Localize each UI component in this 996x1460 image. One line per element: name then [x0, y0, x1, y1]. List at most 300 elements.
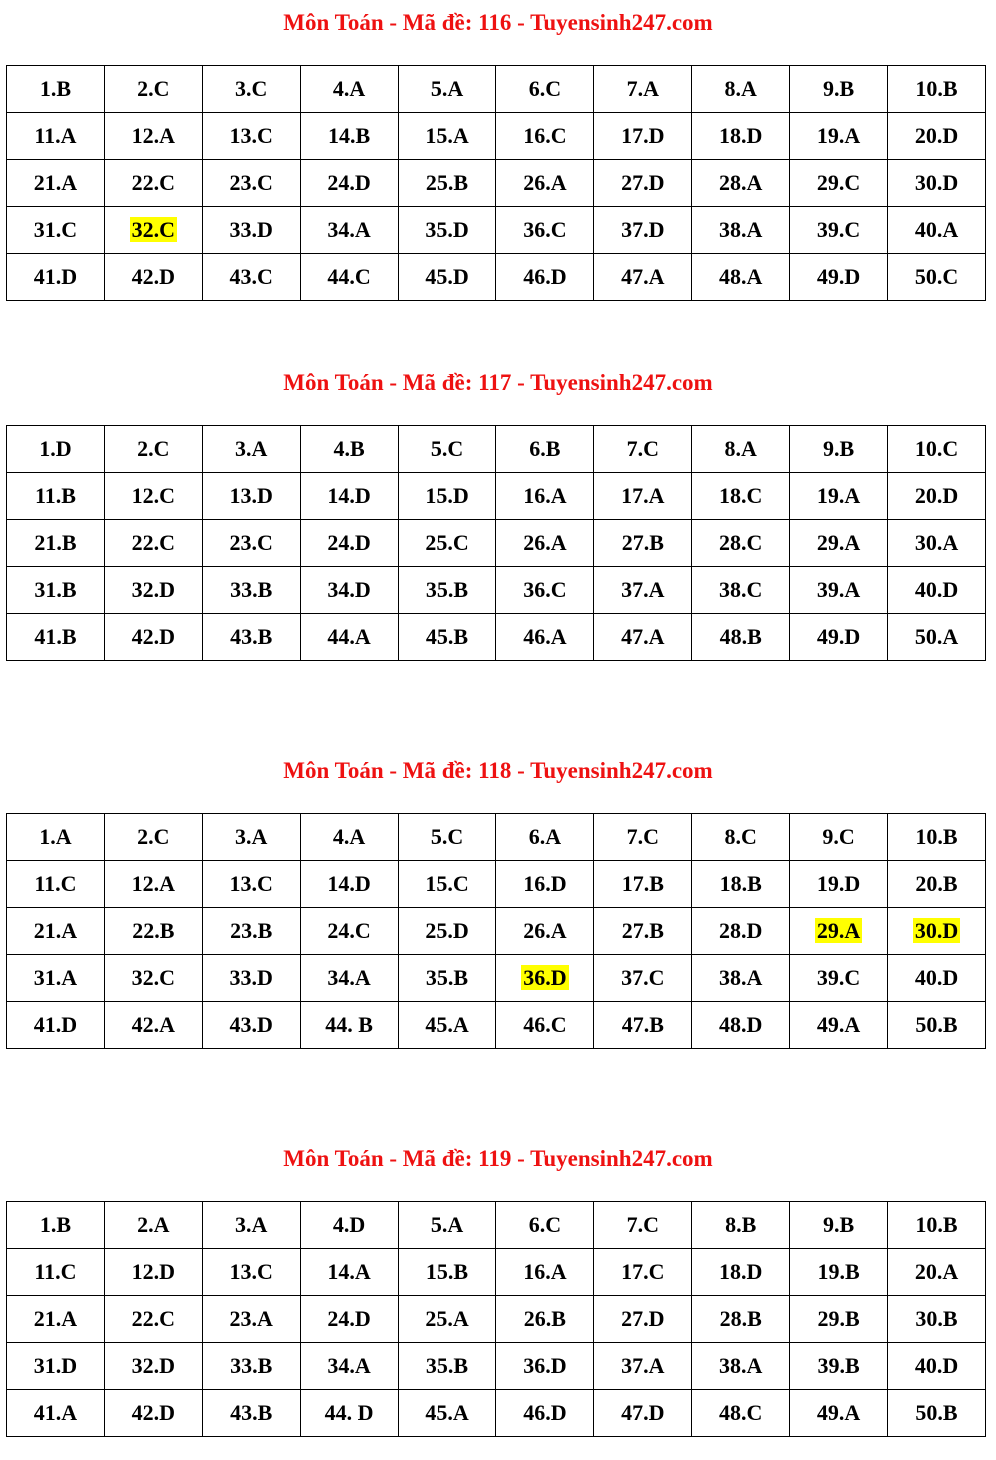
answer-cell [300, 113, 398, 160]
answer-label: 8.C [724, 824, 757, 849]
answer-label: 25.B [425, 170, 469, 195]
answer-cell [594, 1390, 692, 1437]
answer-label: 47.A [621, 264, 665, 289]
answer-cell [692, 955, 790, 1002]
answer-label: 7.A [626, 76, 659, 101]
answer-cell [888, 614, 986, 661]
answer-cell [496, 1002, 594, 1049]
answer-cell [202, 1390, 300, 1437]
answer-label: 31.D [33, 1353, 78, 1378]
answer-label: 43.D [229, 1012, 273, 1037]
answer-cell [300, 614, 398, 661]
answer-cell [7, 814, 105, 861]
answer-label: 28.A [718, 170, 763, 195]
answer-label: 9.B [822, 76, 855, 101]
answer-label: 27.B [621, 530, 664, 555]
answer-label: 5.A [430, 76, 464, 101]
answer-cell [594, 254, 692, 301]
answer-label: 44. D [324, 1400, 374, 1425]
answer-label: 37.A [621, 577, 665, 602]
answer-cell [104, 1249, 202, 1296]
answer-label: 14.D [327, 483, 371, 508]
answer-label: 50.A [914, 624, 959, 649]
answer-label: 39.C [816, 217, 861, 242]
answer-cell [7, 1249, 105, 1296]
answer-cell [692, 113, 790, 160]
answer-label: 13.D [229, 483, 273, 508]
answer-label: 36.C [523, 217, 567, 242]
answer-label: 38.A [718, 965, 763, 990]
answer-cell [692, 1202, 790, 1249]
answer-label: 35.D [425, 217, 469, 242]
answer-cell [398, 1249, 496, 1296]
answer-cell [7, 1296, 105, 1343]
answer-cell [790, 814, 888, 861]
answer-label: 14.B [328, 123, 371, 148]
answer-label: 21.A [33, 1306, 78, 1331]
answer-cell [7, 861, 105, 908]
answer-cell [300, 1296, 398, 1343]
answer-cell [692, 908, 790, 955]
answer-label: 6.B [529, 436, 561, 461]
answer-cell [104, 473, 202, 520]
answer-label: 38.C [718, 577, 763, 602]
answer-cell [104, 1296, 202, 1343]
answer-cell [104, 160, 202, 207]
answer-label: 16.A [523, 483, 567, 508]
answer-cell [496, 1249, 594, 1296]
answer-cell [104, 861, 202, 908]
answer-cell [202, 955, 300, 1002]
answer-label: 1.B [39, 76, 72, 101]
answer-label: 28.C [718, 530, 763, 555]
answer-label: 15.B [425, 1259, 469, 1284]
answer-cell [496, 254, 594, 301]
answer-label: 10.C [914, 436, 959, 461]
answer-label: 24.D [327, 530, 371, 555]
answer-cell [398, 473, 496, 520]
answer-table [6, 425, 986, 661]
answer-cell [300, 1002, 398, 1049]
answer-label: 28.D [718, 918, 763, 943]
answer-cell [202, 908, 300, 955]
answer-label: 46.D [523, 1400, 567, 1425]
answer-label: 43.B [230, 1400, 273, 1425]
answer-cell [790, 1390, 888, 1437]
answer-cell [104, 254, 202, 301]
answer-cell [300, 207, 398, 254]
answer-cell [398, 567, 496, 614]
answer-cell [692, 1390, 790, 1437]
answer-label: 17.A [621, 483, 665, 508]
answer-cell [300, 254, 398, 301]
answer-label: 16.C [523, 123, 567, 148]
answer-label: 26.A [523, 918, 567, 943]
answer-cell [594, 908, 692, 955]
answer-cell [398, 1343, 496, 1390]
answer-label: 45.D [425, 264, 469, 289]
section-title: Môn Toán - Mã đề: 118 - Tuyensinh247.com [283, 758, 713, 783]
answer-label: 48.C [718, 1400, 763, 1425]
answer-cell [7, 160, 105, 207]
answer-label: 13.C [229, 123, 273, 148]
answer-label: 1.A [39, 824, 72, 849]
answer-cell [202, 861, 300, 908]
answer-cell [790, 520, 888, 567]
answer-label: 25.D [425, 918, 469, 943]
answer-cell [7, 207, 105, 254]
answer-label: 33.B [230, 1353, 273, 1378]
answer-label: 39.B [817, 1353, 860, 1378]
answer-cell [888, 1249, 986, 1296]
answer-cell [790, 207, 888, 254]
answer-label: 48.B [719, 624, 762, 649]
answer-cell [888, 207, 986, 254]
answer-cell [496, 567, 594, 614]
answer-label: 17.C [621, 1259, 665, 1284]
answer-label: 39.C [816, 965, 861, 990]
answer-cell [692, 520, 790, 567]
answer-table [6, 65, 986, 301]
section-title: Môn Toán - Mã đề: 119 - Tuyensinh247.com [283, 1146, 713, 1171]
answer-label: 42.A [131, 1012, 176, 1037]
answer-cell [300, 1390, 398, 1437]
answer-label: 20.B [915, 871, 958, 896]
answer-label: 13.C [229, 871, 273, 896]
answer-cell [594, 1002, 692, 1049]
answer-label: 3.A [235, 824, 268, 849]
answer-cell [398, 1202, 496, 1249]
table-row [7, 1343, 986, 1390]
answer-label: 11.C [34, 871, 77, 896]
answer-label: 35.B [425, 1353, 469, 1378]
answer-cell [300, 1249, 398, 1296]
table-row [7, 473, 986, 520]
answer-cell [398, 814, 496, 861]
answer-label: 2.A [137, 1212, 170, 1237]
answer-cell [398, 614, 496, 661]
answer-label: 50.B [915, 1012, 958, 1037]
answer-label: 2.C [137, 824, 170, 849]
answer-cell [790, 473, 888, 520]
answer-label: 15.D [425, 483, 469, 508]
answer-label: 29.A [816, 530, 861, 555]
answer-cell [202, 113, 300, 160]
answer-label: 9.C [822, 824, 855, 849]
table-row [7, 861, 986, 908]
answer-cell [692, 567, 790, 614]
answer-cell [790, 1296, 888, 1343]
answer-label: 23.C [229, 530, 273, 555]
answer-label: 1.D [39, 436, 72, 461]
answer-cell [496, 861, 594, 908]
answer-label: 10.B [915, 824, 958, 849]
answer-cell [888, 66, 986, 113]
answer-label: 26.A [523, 530, 567, 555]
answer-label: 31.C [33, 217, 78, 242]
answer-cell [7, 1202, 105, 1249]
answer-label: 8.B [725, 1212, 757, 1237]
answer-cell [888, 1390, 986, 1437]
answer-label: 27.D [621, 170, 665, 195]
answer-cell [104, 1202, 202, 1249]
answer-label: 36.D [523, 965, 567, 990]
answer-cell [692, 254, 790, 301]
answer-label: 5.A [430, 1212, 464, 1237]
answer-label: 11.A [34, 123, 77, 148]
answer-label: 35.B [425, 577, 469, 602]
answer-cell [888, 814, 986, 861]
answer-label: 23.A [229, 1306, 273, 1331]
answer-label: 30.A [914, 530, 959, 555]
answer-label: 9.B [822, 1212, 855, 1237]
answer-label: 3.A [235, 436, 268, 461]
answer-cell [398, 908, 496, 955]
answer-cell [496, 814, 594, 861]
answer-cell [692, 207, 790, 254]
answer-label: 27.D [621, 1306, 665, 1331]
answer-cell [104, 614, 202, 661]
answer-cell [496, 614, 594, 661]
table-row [7, 1390, 986, 1437]
answer-cell [594, 861, 692, 908]
answer-label: 2.C [137, 76, 170, 101]
answer-label: 22.C [131, 530, 176, 555]
answer-label: 39.A [816, 577, 861, 602]
answer-cell [7, 1390, 105, 1437]
answer-cell [790, 1249, 888, 1296]
answer-label: 37.C [621, 965, 665, 990]
answer-cell [692, 1002, 790, 1049]
answer-label: 14.A [327, 1259, 371, 1284]
table-row [7, 160, 986, 207]
answer-cell [496, 520, 594, 567]
answer-label: 18.D [718, 123, 763, 148]
answer-cell [300, 426, 398, 473]
answer-label: 37.A [621, 1353, 665, 1378]
answer-label: 34.D [327, 577, 371, 602]
answer-label: 44. B [325, 1012, 373, 1037]
answer-label: 12.A [131, 871, 176, 896]
answer-cell [594, 1202, 692, 1249]
answer-cell [104, 207, 202, 254]
answer-cell [104, 66, 202, 113]
answer-cell [202, 426, 300, 473]
answer-label: 1.B [39, 1212, 72, 1237]
answer-cell [888, 473, 986, 520]
answer-label: 32.C [131, 965, 176, 990]
answer-cell [692, 473, 790, 520]
answer-cell [300, 1343, 398, 1390]
answer-label: 34.A [327, 217, 371, 242]
answer-cell [594, 160, 692, 207]
answer-cell [888, 1343, 986, 1390]
answer-cell [104, 955, 202, 1002]
answer-cell [594, 473, 692, 520]
answer-label: 50.B [915, 1400, 958, 1425]
answer-label: 15.C [425, 871, 469, 896]
answer-label: 8.A [724, 76, 757, 101]
answer-label: 44.A [327, 624, 371, 649]
answer-label: 44.C [327, 264, 371, 289]
answer-label: 34.A [327, 1353, 371, 1378]
answer-cell [692, 1249, 790, 1296]
answer-cell [202, 254, 300, 301]
answer-cell [202, 567, 300, 614]
answer-label: 45.A [425, 1400, 469, 1425]
answer-label: 4.B [333, 436, 365, 461]
answer-label: 25.C [425, 530, 469, 555]
answer-cell [398, 955, 496, 1002]
answer-label: 47.D [621, 1400, 665, 1425]
answer-label: 47.A [621, 624, 665, 649]
answer-label: 21.B [34, 530, 77, 555]
answer-label: 33.B [230, 577, 273, 602]
answer-label: 45.A [425, 1012, 469, 1037]
answer-cell [790, 254, 888, 301]
answer-label: 26.A [523, 170, 567, 195]
answer-label: 3.A [235, 1212, 268, 1237]
answer-label: 10.B [915, 1212, 958, 1237]
table-row [7, 66, 986, 113]
answer-cell [7, 113, 105, 160]
answer-label: 15.A [425, 123, 469, 148]
answer-label: 12.D [131, 1259, 176, 1284]
answer-label: 30.D [914, 918, 959, 943]
answer-label: 4.A [332, 76, 366, 101]
answer-label: 3.C [235, 76, 268, 101]
answer-cell [104, 567, 202, 614]
answer-cell [496, 1390, 594, 1437]
answer-label: 40.D [914, 577, 959, 602]
answer-label: 11.B [34, 483, 76, 508]
answer-cell [104, 520, 202, 567]
answer-label: 21.A [33, 918, 78, 943]
answer-label: 48.A [718, 264, 763, 289]
answer-label: 21.A [33, 170, 78, 195]
answer-cell [300, 908, 398, 955]
answer-cell [496, 113, 594, 160]
answer-label: 19.D [816, 871, 861, 896]
answer-cell [300, 66, 398, 113]
answer-label: 41.D [33, 264, 78, 289]
answer-label: 37.D [621, 217, 665, 242]
answer-cell [300, 814, 398, 861]
answer-label: 5.C [430, 824, 464, 849]
answer-cell [496, 207, 594, 254]
answer-cell [790, 861, 888, 908]
answer-cell [496, 1296, 594, 1343]
answer-cell [202, 1002, 300, 1049]
answer-label: 23.B [230, 918, 273, 943]
answer-label: 41.D [33, 1012, 78, 1037]
answer-cell [790, 66, 888, 113]
answer-label: 41.B [34, 624, 77, 649]
answer-cell [7, 66, 105, 113]
answer-cell [7, 1343, 105, 1390]
answer-label: 20.D [914, 123, 959, 148]
answer-label: 29.C [816, 170, 861, 195]
answer-cell [888, 113, 986, 160]
answer-cell [398, 520, 496, 567]
answer-cell [692, 814, 790, 861]
table-row [7, 113, 986, 160]
answer-cell [202, 814, 300, 861]
answer-cell [888, 861, 986, 908]
answer-label: 32.D [131, 1353, 176, 1378]
table-row [7, 614, 986, 661]
answer-cell [496, 426, 594, 473]
answer-cell [300, 520, 398, 567]
answer-cell [496, 66, 594, 113]
answer-label: 34.A [327, 965, 371, 990]
answer-cell [104, 1390, 202, 1437]
answer-cell [594, 955, 692, 1002]
table-row [7, 908, 986, 955]
answer-cell [202, 1296, 300, 1343]
answer-label: 32.C [131, 217, 176, 242]
table-row [7, 254, 986, 301]
answer-label: 42.D [131, 624, 176, 649]
answer-label: 24.D [327, 1306, 371, 1331]
answer-cell [7, 567, 105, 614]
answer-label: 12.C [131, 483, 176, 508]
answer-cell [398, 426, 496, 473]
answer-cell [7, 254, 105, 301]
answer-label: 41.A [33, 1400, 78, 1425]
answer-cell [692, 160, 790, 207]
answer-cell [888, 520, 986, 567]
table-row [7, 1202, 986, 1249]
answer-cell [594, 66, 692, 113]
answer-cell [398, 1296, 496, 1343]
answer-label: 4.D [332, 1212, 366, 1237]
answer-cell [692, 1343, 790, 1390]
table-row [7, 520, 986, 567]
answer-label: 6.C [528, 1212, 562, 1237]
table-row [7, 814, 986, 861]
answer-cell [496, 473, 594, 520]
answer-label: 38.A [718, 1353, 763, 1378]
answer-label: 7.C [626, 824, 659, 849]
answer-cell [594, 1249, 692, 1296]
answer-label: 45.B [425, 624, 469, 649]
answer-cell [594, 1296, 692, 1343]
answer-cell [888, 426, 986, 473]
answer-cell [496, 908, 594, 955]
answer-label: 19.A [816, 483, 861, 508]
answer-label: 46.D [523, 264, 567, 289]
answer-cell [202, 473, 300, 520]
answer-label: 20.D [914, 483, 959, 508]
answer-cell [496, 160, 594, 207]
answer-cell [202, 1343, 300, 1390]
answer-label: 24.C [327, 918, 371, 943]
answer-label: 29.B [817, 1306, 860, 1331]
answer-label: 6.A [528, 824, 562, 849]
answer-label: 22.C [131, 1306, 176, 1331]
answer-cell [202, 160, 300, 207]
answer-cell [202, 520, 300, 567]
answer-label: 43.C [229, 264, 273, 289]
table-row [7, 426, 986, 473]
table-row [7, 207, 986, 254]
answer-label: 50.C [914, 264, 959, 289]
answer-label: 49.D [816, 264, 861, 289]
answer-label: 8.A [724, 436, 757, 461]
answer-label: 19.B [817, 1259, 860, 1284]
answer-cell [300, 567, 398, 614]
